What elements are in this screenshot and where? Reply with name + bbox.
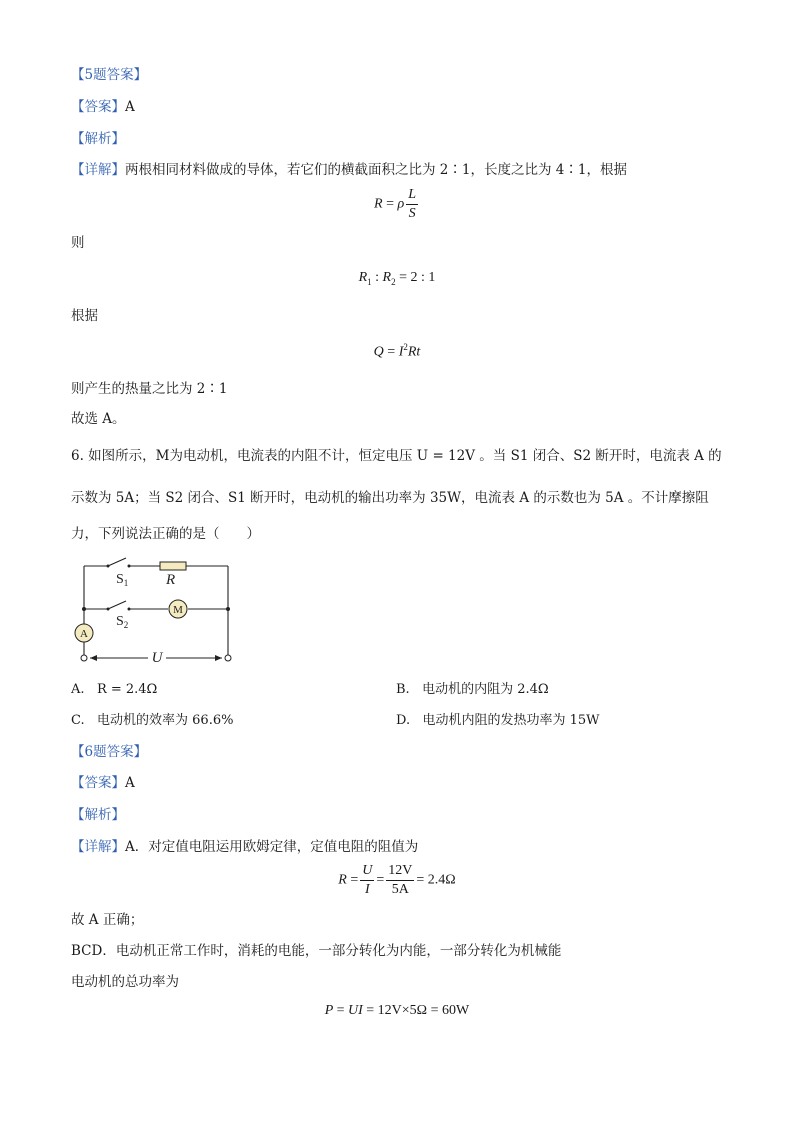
- q5-answer-header: 【5题答案】: [71, 67, 148, 83]
- resistor-label: R: [166, 572, 176, 588]
- option-d-prefix: D.: [396, 713, 411, 728]
- option-a-prefix: A.: [71, 682, 85, 697]
- q5-according: 根据: [71, 308, 98, 324]
- option-a: [71, 681, 157, 699]
- q6-formula-resistance: R = $\frac{U}{I}$ = $\frac{12V}{5A}$ = 2.4Ω: [338, 863, 456, 897]
- q5-answer-line: [71, 98, 135, 116]
- ammeter-label: A: [80, 628, 88, 640]
- q5-detail-label: 【详解】: [71, 162, 125, 178]
- option-c-prefix: C.: [71, 713, 85, 728]
- option-c: [71, 712, 233, 730]
- option-c-text: 电动机的效率为 66.6%: [97, 713, 234, 728]
- q6-stem-line3: 力，下列说法正确的是（ ）: [71, 526, 260, 542]
- q5-answer-label: 【答案】: [71, 99, 125, 115]
- voltage-label: U: [151, 650, 163, 666]
- q5-analysis-label: 【解析】: [71, 131, 125, 147]
- q6-answer-header: 【6题答案】: [71, 744, 148, 760]
- option-b: [396, 681, 549, 699]
- q6-answer-value: A: [125, 775, 135, 791]
- q5-detail-text: 两根相同材料做成的导体，若它们的横截面积之比为 2∶1，长度之比为 4∶1，根据: [125, 162, 627, 178]
- q6-detail-text: A．对定值电阻运用欧姆定律，定值电阻的阻值为: [125, 839, 419, 855]
- q6-detail-label: 【详解】: [71, 839, 125, 855]
- q5-heat-ratio: 则产生的热量之比为 2∶1: [71, 381, 228, 397]
- q6-stem-line1: 6. 如图所示，M为电动机，电流表的内阻不计，恒定电压 U = 12V 。当 S1 闭合、S2 断开时，电流表 A 的: [71, 448, 722, 464]
- terminal-right: [225, 655, 231, 661]
- q6-analysis-label: 【解析】: [71, 807, 125, 823]
- q5-detail-line: [71, 161, 627, 179]
- option-a-text: R = 2.4Ω: [96, 682, 158, 697]
- switch-s2-label: $S_2$: [116, 614, 129, 630]
- q5-then: 则: [71, 235, 85, 251]
- option-b-text: 电动机的内阻为 2.4Ω: [422, 682, 549, 697]
- q6-formula-power: P = UI = 12V×5Ω = 60W: [324, 1003, 470, 1018]
- option-d: [396, 712, 600, 730]
- q5-formula-ratio: $R_1$ : $R_2 = 2$ : 1: [358, 270, 436, 287]
- terminal-left: [81, 655, 87, 661]
- q5-formula-resistance: R = ρ $\frac{L}{S}$: [374, 187, 416, 221]
- q5-formula-heat: $Q = I^2Rt$: [373, 342, 421, 360]
- circuit-diagram: [70, 552, 242, 667]
- resistor-r: [160, 562, 186, 570]
- motor-label: M: [173, 604, 183, 616]
- q6-answer-line: [71, 774, 135, 792]
- q5-choose: 故选 A。: [71, 411, 126, 427]
- q6-answer-label: 【答案】: [71, 775, 125, 791]
- q6-total-power-label: 电动机的总功率为: [71, 974, 179, 990]
- option-d-text: 电动机内阻的发热功率为 15W: [422, 713, 600, 728]
- q6-bcd-text: BCD．电动机正常工作时，消耗的电能，一部分转化为内能，一部分转化为机械能: [71, 943, 562, 959]
- q5-answer-value: A: [125, 99, 135, 115]
- q6-a-correct: 故 A 正确；: [71, 912, 144, 928]
- switch-s1-label: $S_1$: [116, 572, 129, 588]
- q6-detail-line: [71, 838, 418, 856]
- option-b-prefix: B.: [396, 682, 410, 697]
- q6-stem-line2: 示数为 5A；当 S2 闭合、S1 断开时，电动机的输出功率为 35W，电流表 A 的示数也为 5A 。不计摩擦阻: [71, 490, 709, 506]
